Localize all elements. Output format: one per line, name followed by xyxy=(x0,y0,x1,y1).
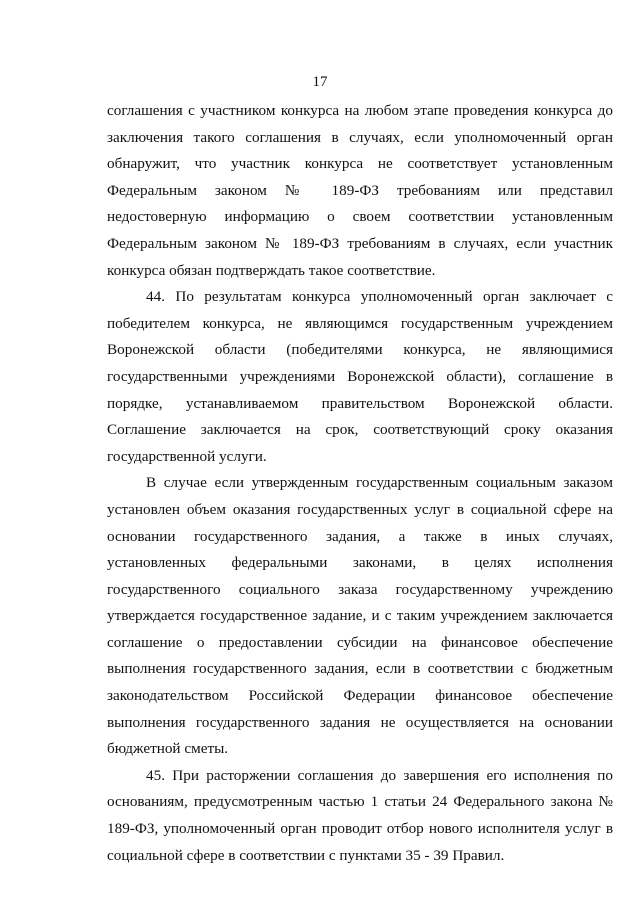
paragraph-continuation: соглашения с участником конкурса на любом этапе проведения конкурса до заключения такого соглашения в случаях, если уполномоченный орган обнаружит, что участник конкурса не соответствует установленным Федеральным законом № 189-ФЗ требованиям или представил недостоверную информацию о своем соответствии установленным Федеральным законом № 189-ФЗ требованиям в случаях, если участник конкурса обязан подтверждать такое соответствие. xyxy=(107,102,613,279)
page-number: 17 xyxy=(312,74,328,90)
paragraph-item-45: 45. При расторжении соглашения до завершения его исполнения по основаниям, предусмотренным частью 1 статьи 24 Федерального закона № 189-ФЗ, уполномоченный орган проводит отбор нового исполнителя услуг в социальной сфере в соответствии с пунктами 35 - 39 Правил. xyxy=(107,766,613,864)
paragraph-item-44: 44. По результатам конкурса уполномоченный орган заключает с победителем конкурса, не являющимся государственным учреждением Воронежской области (победителями конкурса, не являющимися государственными учреждениями Воронежской области), соглашение в порядке, устанавливаемом правительством Воронежской области. Соглашение заключается на срок, соответствующий сроку оказания государственной услуги. xyxy=(107,288,613,465)
document-body xyxy=(107,98,613,869)
paragraph-item-44-case: В случае если утвержденным государственным социальным заказом установлен объем оказания государственных услуг в социальной сфере на основании государственного задания, а также в иных случаях, установленных федеральными законами, в целях исполнения государственного социального заказа государственному учреждению утверждается государственное задание, и с таким учреждением заключается соглашение о предоставлении субсидии на финансовое обеспечение выполнения государственного задания, если в соответствии с бюджетным законодательством Российской Федерации финансовое обеспечение выполнения государственного задания не осуществляется на основании бюджетной сметы. xyxy=(107,474,613,758)
